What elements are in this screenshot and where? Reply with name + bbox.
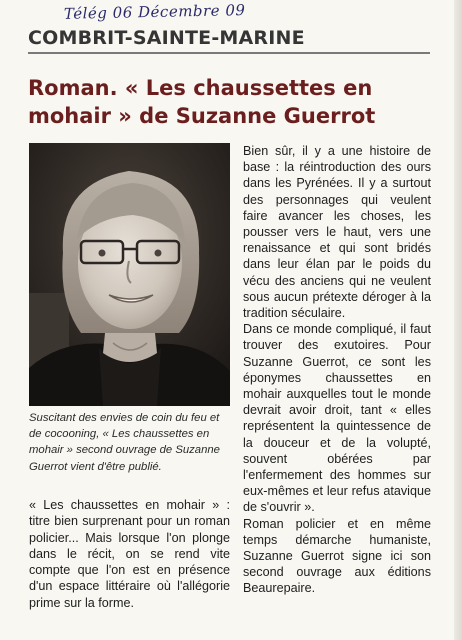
section-header [28, 26, 354, 50]
section-title: COMBRIT-SAINTE-MARINE [28, 27, 305, 49]
paragraph-2: Dans ce monde compliqué, il faut trouver des exutoires. Pour Suzanne Guerrot, ce sont les éponymes chaussettes en mohair auxquelles tout le monde devrait avoir droit, tant « elles représentent la quintessence de la douceur et de la volupté, souvent obérées par l'enfermement des hommes sur eux-mêmes et leur refus atavique de s'ouvrir ». [243, 322, 431, 515]
paragraph-1: Bien sûr, il y a une histoire de base : la réintroduction des ours dans les Pyrénées. Il y a surtout des personnages qui veulent faire avancer les choses, les pousser vers le haut, vers une renaissance et qui sont bridés dans leur élan par le poids du vécu des anciens qui ne veulent sous aucun prétexte déroger à la tradition séculaire. [243, 144, 431, 321]
article-text-left: « Les chaussettes en mohair » : titre bien surprenant pour un roman policier... Mais lorsque l'on plonge dans le récit, on se rend vite compte que l'on est en présence d'un espace littéraire où l'allégorie prime sur la forme. [29, 498, 230, 610]
handwritten-date-note: Télég 06 Décembre 09 [63, 1, 246, 23]
photo-caption: Suscitant des envies de coin du feu et de cocooning, « Les chaussettes en mohair » second ouvrage de Suzanne Guerrot vient d'être publié. [29, 412, 220, 473]
bleed-text-top [372, 0, 454, 20]
article-text-right [243, 143, 431, 597]
page-edge [454, 0, 462, 640]
article-title: Roman. « Les chaussettes en mohair » de Suzanne Guerrot [28, 76, 376, 128]
header-rule [28, 52, 430, 54]
paragraph-3: Roman policier et en même temps démarche humaniste, Suzanne Guerrot signe ici son second ouvrage aux éditions Beaurepaire. [243, 516, 431, 596]
author-photo [29, 143, 230, 406]
footer-bleed [330, 624, 440, 634]
author-portrait-image [29, 143, 230, 406]
